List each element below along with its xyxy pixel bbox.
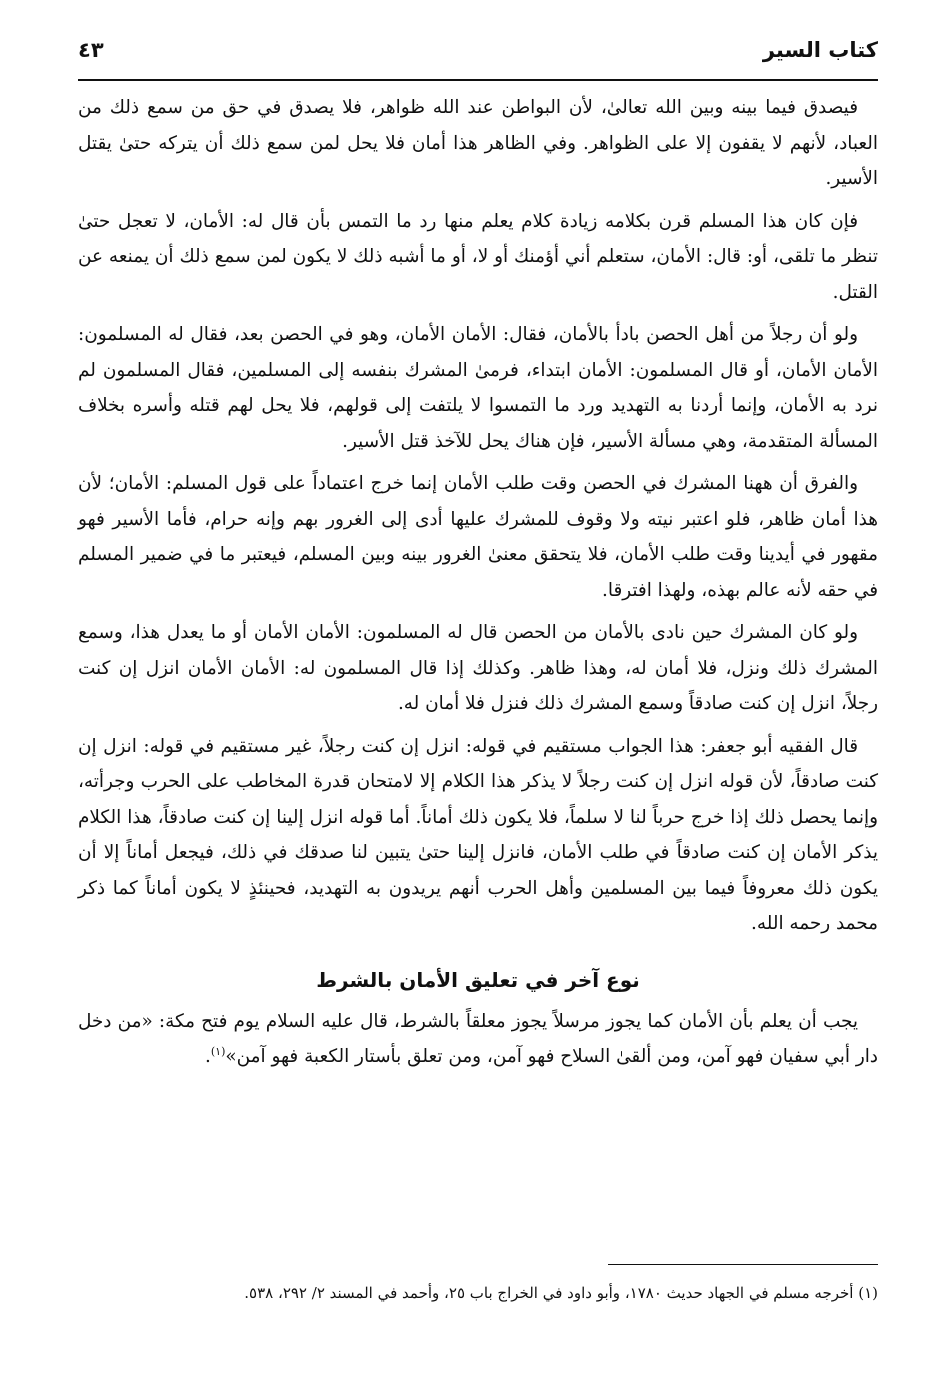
section-paragraph xyxy=(78,1004,878,1075)
section-paragraph-end: . xyxy=(205,1046,211,1067)
paragraph: فيصدق فيما بينه وبين الله تعالىٰ، لأن البواطن عند الله ظواهر، فلا يصدق في حق من سمع ذلك من العباد، لأنهم لا يقفون إلا على الظواهر. وفي الظاهر هذا أمان فلا يحل لمن سمع ذلك أن يتركه حتىٰ يقتل الأسير. xyxy=(78,97,878,189)
running-head xyxy=(78,30,878,70)
paragraph: والفرق أن ههنا المشرك في الحصن وقت طلب الأمان إنما خرج اعتماداً على قول المسلم: الأمان؛ لأن هذا أمان ظاهر، فلو اعتبر نيته ولا وقوف للمشرك عليها أدى إلى الغرور بهم وإنه حرام، فأما الأسير فهو مقهور في أيدينا وقت طلب الأمان، فلا يتحقق معنىٰ الغرور بينه وبين المسلم، فيعتبر ما في ضمير المسلم في حقه لأنه عالم بهذه، ولهذا افترقا. xyxy=(78,473,878,601)
paragraph: فإن كان هذا المسلم قرن بكلامه زيادة كلام يعلم منها رد ما التمس بأن قال له: الأمان، لا تعجل حتىٰ تنظر ما تلقى، أو: قال: الأمان، ستعلم أني أؤمنك أو لا، أو ما أشبه ذلك لا يكون لمن سمع ذلك أن يمنعه عن القتل. xyxy=(78,210,878,303)
section-paragraph-text: يجب أن يعلم بأن الأمان كما يجوز مرسلاً يجوز معلقاً بالشرط، قال عليه السلام يوم فتح مكة: «من دخل دار أبي سفيان فهو آمن، ومن ألقىٰ السلاح فهو آمن، ومن تعلق بأستار الكعبة فهو آمن» xyxy=(78,1010,878,1067)
footnote: (١) أخرجه مسلم في الجهاد حديث ١٧٨٠، وأبو داود في الخراج باب ٢٥، وأحمد في المسند ٢/ ٢٩٢، ٥٣٨. xyxy=(244,1284,878,1302)
footnote-rule xyxy=(608,1264,878,1265)
paragraph: ولو كان المشرك حين نادى بالأمان من الحصن قال له المسلمون: الأمان الأمان أو ما يعدل هذا، وسمع المشرك ذلك ونزل، فلا أمان له، وهذا ظاهر. وكذلك إذا قال المسلمون له: الأمان الأمان انزل إن كنت رجلاً، انزل إن كنت صادقاً وسمع المشرك ذلك فنزل فلا أمان له. xyxy=(78,622,878,714)
header-rule xyxy=(78,79,878,81)
footnote-reference[interactable]: (١) xyxy=(210,1044,226,1058)
page-number: ٤٣ xyxy=(78,38,104,62)
body-text xyxy=(78,90,878,1082)
section-heading: نوع آخر في تعليق الأمان بالشرط xyxy=(316,967,640,992)
paragraph: ولو أن رجلاً من أهل الحصن بادأ بالأمان، فقال: الأمان الأمان، وهو في الحصن بعد، فقال له المسلمون: الأمان الأمان، أو قال المسلمون: الأمان ابتداء، فرمىٰ المشرك بنفسه إلى المسلمين، فقال المسلمون لم نرد به الأمان، وإنما أردنا به التهديد ورد ما التمسوا لا يلتفت إلى قولهم، فلا يحل لهم قتله وأسره بخلاف المسألة المتقدمة، وهي مسألة الأسير، فإن هناك يحل للآخذ قتل الأسير. xyxy=(78,324,878,452)
book-title: كتاب السير xyxy=(762,38,878,62)
paragraph: قال الفقيه أبو جعفر: هذا الجواب مستقيم في قوله: انزل إن كنت رجلاً، غير مستقيم في قوله: انزل إن كنت صادقاً، لأن قوله انزل إن كنت رجلاً لا يذكر هذا الكلام إلا لامتحان قدرة المخاطب على الحرب وجرأته، وإنما يحصل ذلك إذا خرج حرباً لنا لا سلماً، فلا يكون ذلك أماناً. أما قوله انزل إلينا إن كنت صادقاً، هذا الكلام يذكر الأمان إن كنت صادقاً في طلب الأمان، فانزل إلينا حتىٰ يتبين لنا صدقك في ذلك، فيجعل أماناً إلا أن يكون ذلك معروفاً فيما بين المسلمين وأهل الحرب أنهم يريدون به التهديد، فحينئذٍ لا يكون أماناً كما ذكر محمد رحمه الله. xyxy=(78,735,878,934)
